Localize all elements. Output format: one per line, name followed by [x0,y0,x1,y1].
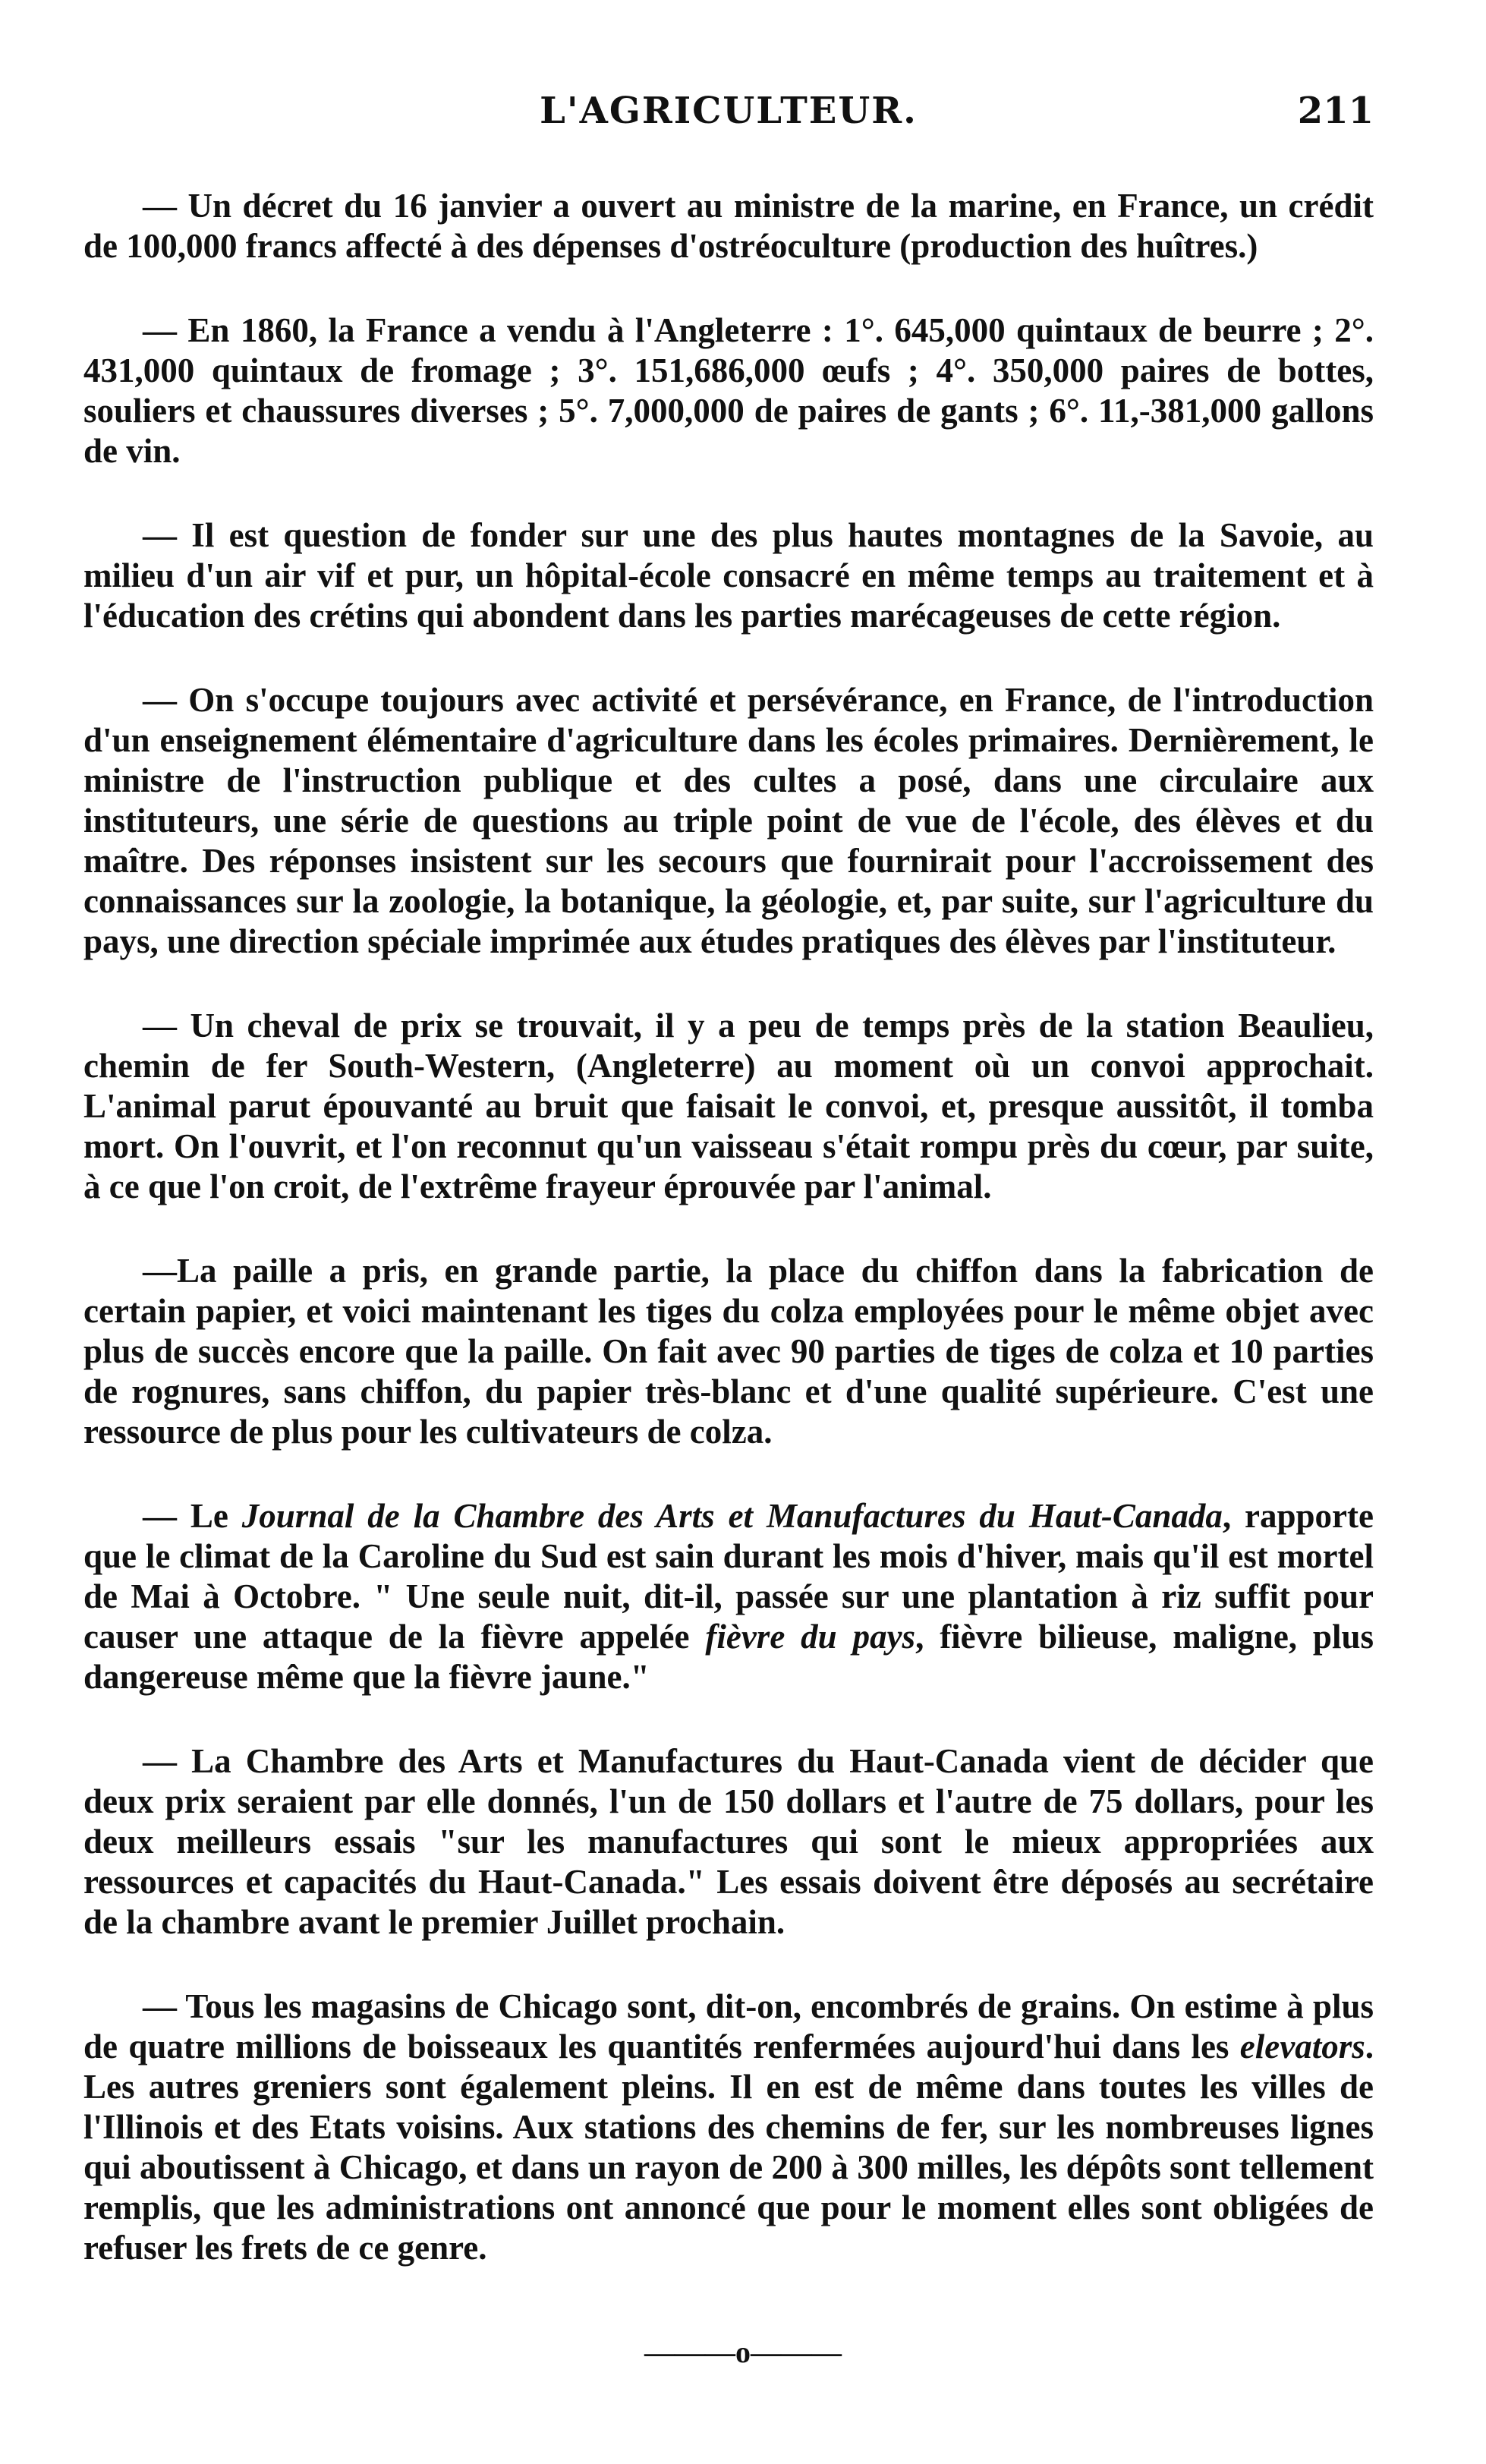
paragraph-agriculture-schools: — On s'occupe toujours avec activité et persévérance, en France, de l'introduction d'un enseignement élémentaire d'agriculture dans les écoles primaires. Dernièrement, le ministre de l'instruction publique et des cultes a posé, dans une circulaire aux instituteurs, une série de questions au triple point de vue de l'école, des élèves et du maître. Des réponses insistent sur les secours que fournirait pour l'accroissement des connaissances sur la zoologie, la botanique, la géologie, et, par suite, sur l'agriculture du pays, une direction spéciale imprimée aux études pratiques des élèves par l'instituteur. [83,681,1374,960]
paragraph-segment: — Tous les magasins de Chicago sont, dit-on, encombrés de grains. On estime à plus de quatre millions de boisseaux les quantités renfermées aujourd'hui dans les [83,1987,1374,2065]
paragraph-essay-prizes: — La Chambre des Arts et Manufactures du Haut-Canada vient de décider que deux prix seraient par elle donnés, l'un de 150 dollars et l'autre de 75 dollars, pour les deux meilleurs essais "sur les manufactures qui sont le mieux appropriées aux ressources et capacités du Haut-Canada." Les essais doivent être déposés au secrétaire de la chambre avant le premier Juillet prochain. [83,1742,1374,1941]
paragraph-segment: — Le [143,1497,242,1535]
paragraph-chicago-grain [83,1987,1374,2268]
paragraph-colza-paper: —La paille a pris, en grande partie, la place du chiffon dans la fabrication de certain papier, et voici maintenant les tiges du colza employées pour le même objet avec plus de succès encore que la paille. On fait avec 90 parties de tiges de colza et 10 parties de rognures, sans chiffon, du papier très-blanc et d'une qualité supérieure. C'est une ressource de plus pour les cultivateurs de colza. [83,1252,1374,1451]
running-title: L'AGRICULTEUR. [540,90,918,132]
paragraph-segment: , fièvre bilieuse, maligne, plus dangereuse même que la fièvre jaune." [83,1618,1374,1696]
fever-name: fièvre du pays [705,1618,916,1656]
elevators-term: elevators [1239,2028,1365,2065]
paragraph-carolina-climate [83,1496,1374,1697]
paragraph-horse-death: — Un cheval de prix se trouvait, il y a peu de temps près de la station Beaulieu, chemin de fer South-Western, (Angleterre) au moment où un convoi approchait. L'animal parut épouvanté au bruit que faisait le convoi, et, presque aussitôt, il tomba mort. On l'ouvrit, et l'on reconnut qu'un vaisseau s'était rompu près du cœur, par suite, à ce que l'on croit, de l'extrême frayeur éprouvée par l'animal. [83,1007,1374,1205]
section-separator: ———o——— [644,2335,842,2369]
running-head [83,90,1374,143]
page-number: 211 [1297,90,1374,132]
journal-title: Journal de la Chambre des Arts et Manufactures du Haut-Canada [241,1497,1223,1535]
paragraph-segment: . Les autres greniers sont également pleins. Il en est de même dans toutes les villes de l'Illinois et des Etats voisins. Aux stations des chemins de fer, sur les nombreuses lignes qui aboutissent à Chicago, et dans un rayon de 200 à 300 milles, les dépôts sont tellement remplis, que les administrations ont annoncé que pour le moment elles sont obligées de refuser les frets de ce genre. [83,2028,1374,2267]
paragraph-segment: , rapporte que le climat de la Caroline du Sud est sain durant les mois d'hiver, mais qu'il est mortel de Mai à Octobre. " Une seule nuit, dit-il, passée sur une plantation à riz suffit pour causer une attaque de la fièvre appelée [83,1497,1374,1656]
paragraph-france-exports: — En 1860, la France a vendu à l'Angleterre : 1°. 645,000 quintaux de beurre ; 2°. 431,000 quintaux de fromage ; 3°. 151,686,000 œufs ; 4°. 350,000 paires de bottes, souliers et chaussures diverses ; 5°. 7,000,000 de paires de gants ; 6°. 11,-381,000 gallons de vin. [83,311,1374,470]
paragraph-oyster-credit: — Un décret du 16 janvier a ouvert au ministre de la marine, en France, un crédit de 100,000 francs affecté à des dépenses d'ostréoculture (production des huîtres.) [83,187,1374,265]
body-text [83,186,1374,2312]
paragraph-savoie-hospital: — Il est question de fonder sur une des plus hautes montagnes de la Savoie, au milieu d'un air vif et pur, un hôpital-école consacré en même temps au traitement et à l'éducation des crétins qui abondent dans les parties marécageuses de cette région. [83,516,1374,635]
